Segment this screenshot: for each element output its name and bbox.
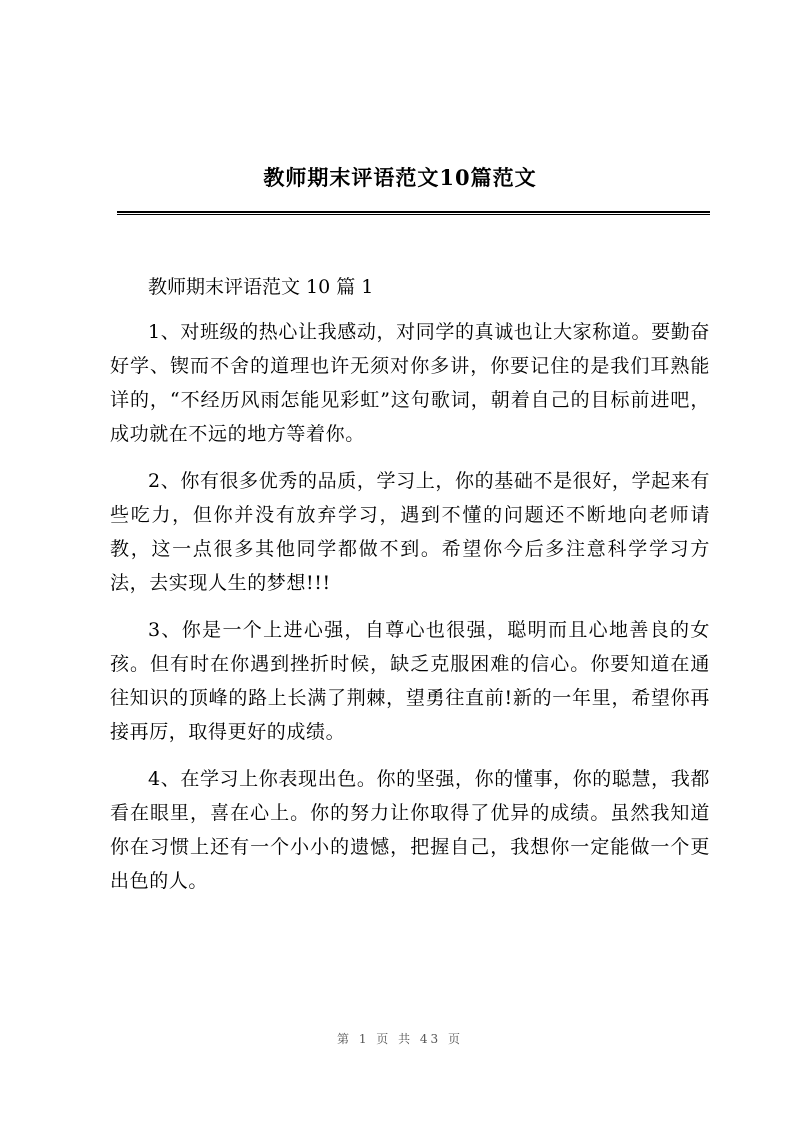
paragraph-4: 4、在学习上你表现出色。你的坚强，你的懂事，你的聪慧，我都看在眼里，喜在心上。你的努力让你取得了优异的成绩。虽然我知道你在习惯上还有一个小小的遗憾，把握自己，我想你一定能做一个更出色的人。 xyxy=(110,768,710,892)
document-title: 教师期末评语范文10篇范文 xyxy=(263,165,537,190)
title-divider xyxy=(117,211,710,215)
document-body xyxy=(110,270,710,911)
paragraph-3: 3、你是一个上进心强，自尊心也很强，聪明而且心地善良的女孩。但有时在你遇到挫折时候，缺乏克服困难的信心。你要知道在通往知识的顶峰的路上长满了荆棘，望勇往直前!新的一年里，希望你再接再厉，取得更好的成绩。 xyxy=(110,619,710,743)
page-number-footer: 第 1 页 共 43 页 xyxy=(337,1032,463,1046)
paragraph-1: 1、对班级的热心让我感动，对同学的真诚也让大家称道。要勤奋好学、锲而不舍的道理也许无须对你多讲，你要记住的是我们耳熟能详的，“不经历风雨怎能见彩虹”这句歌词，朝着自己的目标前进吧，成功就在不远的地方等着你。 xyxy=(110,321,710,445)
section-heading: 教师期末评语范文 10 篇 1 xyxy=(148,276,374,298)
paragraph-2: 2、你有很多优秀的品质，学习上，你的基础不是很好，学起来有些吃力，但你并没有放弃学习，遇到不懂的问题还不断地向老师请教，这一点很多其他同学都做不到。希望你今后多注意科学学习方法，去实现人生的梦想!!! xyxy=(110,470,710,594)
